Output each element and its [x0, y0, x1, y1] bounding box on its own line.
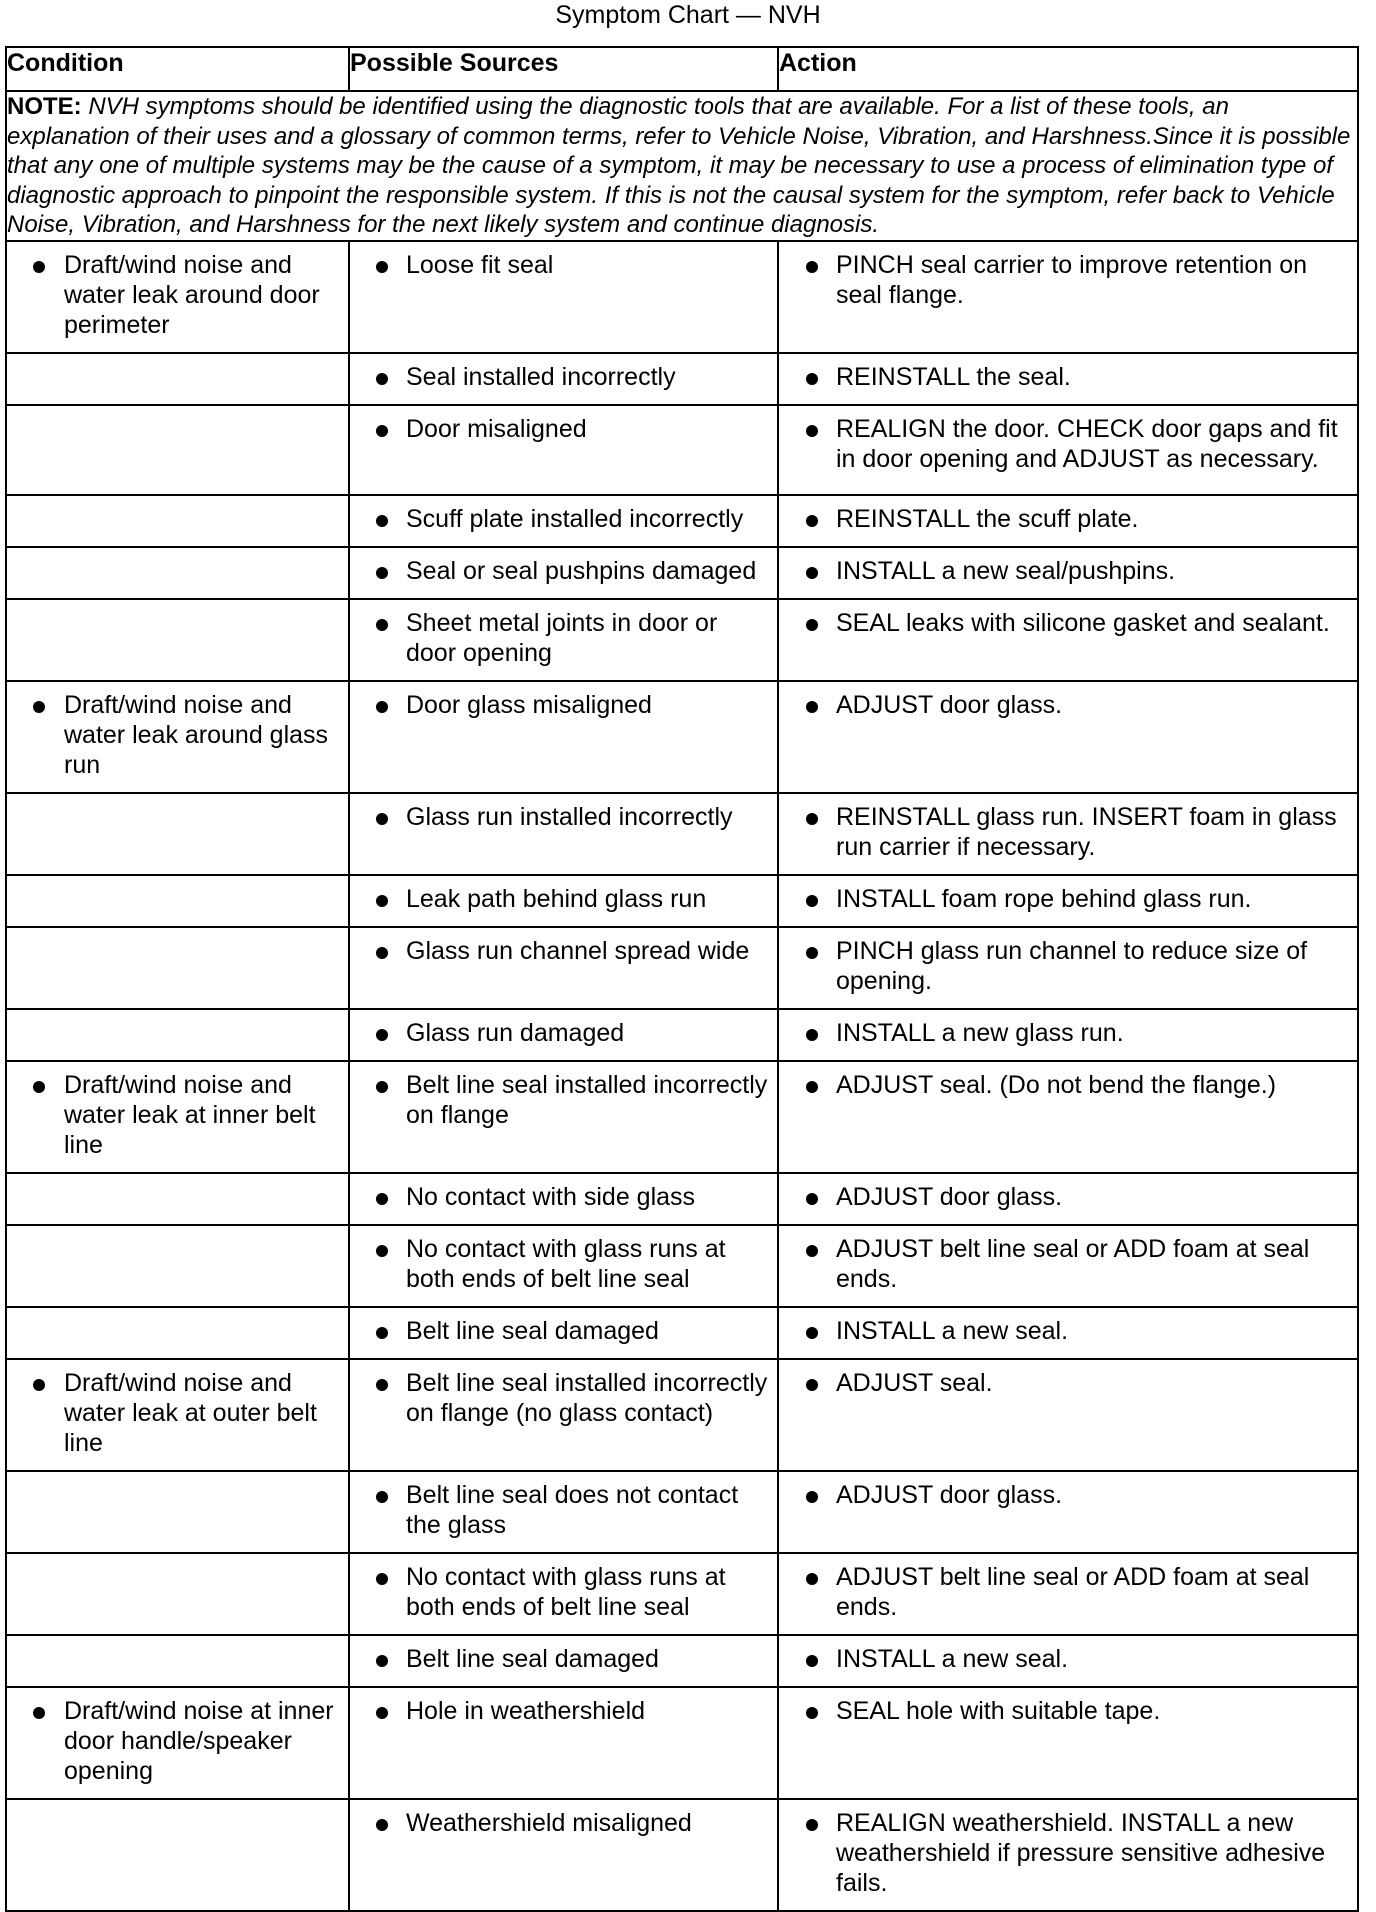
source-cell	[349, 1225, 778, 1307]
condition-cell	[6, 875, 349, 927]
bullet-icon	[376, 1655, 388, 1667]
source-text: Belt line seal damaged	[406, 1644, 659, 1673]
action-text: ADJUST door glass.	[836, 690, 1063, 719]
bullet-icon	[806, 1379, 818, 1391]
table-row	[6, 875, 1358, 927]
action-cell	[778, 1553, 1358, 1635]
action-cell	[778, 241, 1358, 353]
bullet-icon	[376, 947, 388, 959]
action-text: INSTALL a new seal.	[836, 1316, 1069, 1345]
action-text: REALIGN weathershield. INSTALL a new weathershield if pressure sensitive adhesive fails.	[836, 1808, 1326, 1897]
bullet-icon	[806, 425, 818, 437]
action-text: PINCH seal carrier to improve retention on seal flange.	[836, 250, 1308, 309]
action-text: ADJUST door glass.	[836, 1182, 1063, 1211]
condition-cell	[6, 241, 349, 353]
source-text: Seal or seal pushpins damaged	[406, 556, 757, 585]
source-text: Belt line seal damaged	[406, 1316, 659, 1345]
bullet-icon	[33, 1081, 45, 1093]
condition-text: Draft/wind noise and water leak around glass run	[64, 690, 329, 779]
source-cell	[349, 1799, 778, 1911]
note-cell	[6, 91, 1358, 241]
action-text: SEAL hole with suitable tape.	[836, 1696, 1161, 1725]
source-cell	[349, 1687, 778, 1799]
source-cell	[349, 1009, 778, 1061]
action-cell	[778, 353, 1358, 405]
table-row	[6, 405, 1358, 495]
action-text: ADJUST belt line seal or ADD foam at seal ends.	[836, 1234, 1310, 1293]
action-text: INSTALL a new seal.	[836, 1644, 1069, 1673]
action-cell	[778, 1799, 1358, 1911]
condition-cell	[6, 1225, 349, 1307]
bullet-icon	[376, 619, 388, 631]
condition-cell	[6, 547, 349, 599]
condition-text: Draft/wind noise and water leak at inner belt line	[64, 1070, 316, 1159]
source-cell	[349, 1359, 778, 1471]
action-text: SEAL leaks with silicone gasket and sealant.	[836, 608, 1330, 637]
source-text: No contact with glass runs at both ends of belt line seal	[406, 1234, 726, 1293]
bullet-icon	[806, 895, 818, 907]
source-text: Glass run channel spread wide	[406, 936, 750, 965]
bullet-icon	[806, 373, 818, 385]
source-text: Leak path behind glass run	[406, 884, 707, 913]
bullet-icon	[806, 1327, 818, 1339]
bullet-icon	[376, 1081, 388, 1093]
action-text: ADJUST belt line seal or ADD foam at seal ends.	[836, 1562, 1310, 1621]
bullet-icon	[806, 261, 818, 273]
action-cell	[778, 1359, 1358, 1471]
bullet-icon	[33, 1707, 45, 1719]
bullet-icon	[806, 813, 818, 825]
condition-cell	[6, 495, 349, 547]
source-text: Belt line seal installed incorrectly on flange	[406, 1070, 768, 1129]
action-text: INSTALL a new glass run.	[836, 1018, 1124, 1047]
bullet-icon	[806, 947, 818, 959]
condition-cell	[6, 1471, 349, 1553]
bullet-icon	[806, 1573, 818, 1585]
bullet-icon	[33, 701, 45, 713]
action-cell	[778, 547, 1358, 599]
action-text: PINCH glass run channel to reduce size of opening.	[836, 936, 1308, 995]
condition-text: Draft/wind noise at inner door handle/speaker opening	[64, 1696, 334, 1785]
note-text: NVH symptoms should be identified using the diagnostic tools that are available. For a list of these tools, an explanation of their uses and a glossary of common terms, refer to Vehicle Noise, Vibration, and Harshness.Since it is possible that any one of multiple systems may be the cause of a symptom, it may be necessary to use a process of elimination type of diagnostic approach to pinpoint the responsible system. If this is not the causal system for the symptom, refer back to Vehicle Noise, Vibration, and Harshness for the next likely system and continue diagnosis.	[7, 93, 1351, 238]
table-row	[6, 1799, 1358, 1911]
action-text: REINSTALL glass run. INSERT foam in glass run carrier if necessary.	[836, 802, 1337, 861]
bullet-icon	[376, 1327, 388, 1339]
action-cell	[778, 793, 1358, 875]
source-text: Door misaligned	[406, 414, 587, 443]
action-text: INSTALL a new seal/pushpins.	[836, 556, 1176, 585]
table-row	[6, 1307, 1358, 1359]
table-row	[6, 1635, 1358, 1687]
column-header-possible-sources: Possible Sources	[349, 47, 778, 91]
action-cell	[778, 875, 1358, 927]
source-text: Belt line seal installed incorrectly on flange (no glass contact)	[406, 1368, 768, 1427]
bullet-icon	[806, 1029, 818, 1041]
action-cell	[778, 1009, 1358, 1061]
bullet-icon	[806, 567, 818, 579]
condition-cell	[6, 353, 349, 405]
action-cell	[778, 495, 1358, 547]
bullet-icon	[376, 895, 388, 907]
bullet-icon	[376, 425, 388, 437]
action-cell	[778, 1635, 1358, 1687]
table-row	[6, 1687, 1358, 1799]
bullet-icon	[33, 261, 45, 273]
bullet-icon	[806, 619, 818, 631]
condition-cell	[6, 1359, 349, 1471]
condition-text: Draft/wind noise and water leak around door perimeter	[64, 250, 320, 339]
table-row	[6, 1359, 1358, 1471]
bullet-icon	[376, 567, 388, 579]
table-row	[6, 1173, 1358, 1225]
note-row	[6, 91, 1358, 241]
bullet-icon	[376, 1707, 388, 1719]
source-cell	[349, 1061, 778, 1173]
condition-text: Draft/wind noise and water leak at outer belt line	[64, 1368, 317, 1457]
source-text: Sheet metal joints in door or door opening	[406, 608, 718, 667]
condition-cell	[6, 405, 349, 495]
condition-cell	[6, 1799, 349, 1911]
table-row	[6, 681, 1358, 793]
source-cell	[349, 1173, 778, 1225]
bullet-icon	[806, 1245, 818, 1257]
header-row	[6, 47, 1358, 91]
table-row	[6, 1009, 1358, 1061]
bullet-icon	[806, 1491, 818, 1503]
source-cell	[349, 241, 778, 353]
action-cell	[778, 1687, 1358, 1799]
source-cell	[349, 599, 778, 681]
source-text: Belt line seal does not contact the glass	[406, 1480, 739, 1539]
source-text: Loose fit seal	[406, 250, 554, 279]
source-text: Hole in weathershield	[406, 1696, 646, 1725]
action-cell	[778, 1173, 1358, 1225]
source-text: Scuff plate installed incorrectly	[406, 504, 744, 533]
source-cell	[349, 1471, 778, 1553]
table-row	[6, 927, 1358, 1009]
source-text: Weathershield misaligned	[406, 1808, 692, 1837]
note-label: NOTE:	[7, 93, 82, 120]
source-cell	[349, 1635, 778, 1687]
bullet-icon	[376, 1379, 388, 1391]
action-cell	[778, 1061, 1358, 1173]
bullet-icon	[806, 1819, 818, 1831]
condition-cell	[6, 1307, 349, 1359]
source-cell	[349, 405, 778, 495]
table-row	[6, 547, 1358, 599]
source-cell	[349, 1307, 778, 1359]
action-text: INSTALL foam rope behind glass run.	[836, 884, 1252, 913]
table-row	[6, 793, 1358, 875]
page-title: Symptom Chart — NVH	[555, 1, 821, 29]
action-text: ADJUST seal. (Do not bend the flange.)	[836, 1070, 1277, 1099]
condition-cell	[6, 681, 349, 793]
bullet-icon	[806, 1655, 818, 1667]
source-text: No contact with side glass	[406, 1182, 696, 1211]
condition-cell	[6, 793, 349, 875]
condition-cell	[6, 1061, 349, 1173]
bullet-icon	[806, 1707, 818, 1719]
bullet-icon	[376, 261, 388, 273]
bullet-icon	[376, 1573, 388, 1585]
action-cell	[778, 681, 1358, 793]
bullet-icon	[376, 1819, 388, 1831]
column-header-action: Action	[778, 47, 1358, 91]
source-text: Glass run damaged	[406, 1018, 625, 1047]
table-row	[6, 1061, 1358, 1173]
action-text: REALIGN the door. CHECK door gaps and fit in door opening and ADJUST as necessary.	[836, 414, 1338, 473]
condition-cell	[6, 1687, 349, 1799]
source-cell	[349, 1553, 778, 1635]
bullet-icon	[376, 1193, 388, 1205]
bullet-icon	[806, 1081, 818, 1093]
action-cell	[778, 1307, 1358, 1359]
source-cell	[349, 793, 778, 875]
bullet-icon	[376, 1491, 388, 1503]
action-cell	[778, 1225, 1358, 1307]
action-text: ADJUST seal.	[836, 1368, 993, 1397]
source-text: Glass run installed incorrectly	[406, 802, 733, 831]
table-row	[6, 241, 1358, 353]
action-cell	[778, 1471, 1358, 1553]
bullet-icon	[806, 1193, 818, 1205]
bullet-icon	[376, 1245, 388, 1257]
source-cell	[349, 681, 778, 793]
source-cell	[349, 927, 778, 1009]
source-cell	[349, 547, 778, 599]
table-row	[6, 353, 1358, 405]
bullet-icon	[376, 515, 388, 527]
action-cell	[778, 927, 1358, 1009]
condition-cell	[6, 1553, 349, 1635]
bullet-icon	[376, 1029, 388, 1041]
action-cell	[778, 599, 1358, 681]
source-cell	[349, 495, 778, 547]
action-text: REINSTALL the scuff plate.	[836, 504, 1139, 533]
condition-cell	[6, 1173, 349, 1225]
table-row	[6, 1553, 1358, 1635]
symptom-chart-table	[5, 46, 1359, 1912]
table-row	[6, 599, 1358, 681]
bullet-icon	[376, 813, 388, 825]
source-text: Door glass misaligned	[406, 690, 652, 719]
condition-cell	[6, 1635, 349, 1687]
source-cell	[349, 875, 778, 927]
action-text: REINSTALL the seal.	[836, 362, 1071, 391]
column-header-condition: Condition	[6, 47, 349, 91]
table-row	[6, 1471, 1358, 1553]
bullet-icon	[376, 701, 388, 713]
bullet-icon	[33, 1379, 45, 1391]
action-cell	[778, 405, 1358, 495]
table-row	[6, 1225, 1358, 1307]
action-text: ADJUST door glass.	[836, 1480, 1063, 1509]
bullet-icon	[376, 373, 388, 385]
condition-cell	[6, 1009, 349, 1061]
table-row	[6, 495, 1358, 547]
source-cell	[349, 353, 778, 405]
condition-cell	[6, 599, 349, 681]
bullet-icon	[806, 515, 818, 527]
bullet-icon	[806, 701, 818, 713]
source-text: Seal installed incorrectly	[406, 362, 676, 391]
condition-cell	[6, 927, 349, 1009]
source-text: No contact with glass runs at both ends of belt line seal	[406, 1562, 726, 1621]
